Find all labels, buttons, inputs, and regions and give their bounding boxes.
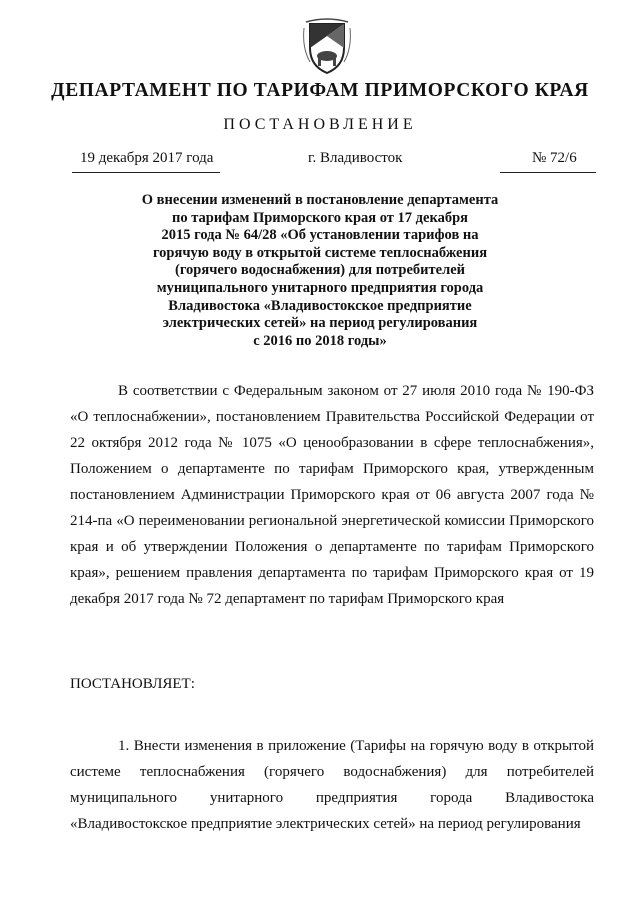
preamble — [70, 378, 594, 612]
preamble-paragraph: В соответствии с Федеральным законом от 27 июля 2010 года № 190-ФЗ «О теплоснабжении», постановлением Правительства Российской Федерации от 22 октября 2012 года № 1075 «О ценообразовании в сфере теплоснабжения», Положением о департаменте по тарифам Приморского края, утвержденным постановлением Администрации Приморского края от 06 августа 2007 года № 214-па «О переименовании региональной энергетической комиссии Приморского края и об утверждении Положения о департаменте по тарифам Приморского края», решением правления департамента по тарифам Приморского края от 19 декабря 2017 года № 72 департамент по тарифам Приморского края — [70, 383, 594, 607]
title-line: (горячего водоснабжения) для потребителей — [174, 262, 465, 279]
date-underline — [72, 172, 220, 173]
department-title: ДЕПАРТАМЕНТ ПО ТАРИФАМ ПРИМОРСКОГО КРАЯ — [51, 80, 589, 101]
title-line: Владивостока «Владивостокское предприятие — [168, 297, 472, 314]
title-line: по тарифам Приморского края от 17 декабря — [171, 209, 468, 226]
number-underline — [500, 172, 596, 173]
document-city: г. Владивосток — [308, 150, 403, 166]
title-line: О внесении изменений в постановление департамента — [141, 192, 499, 208]
title-line: 2015 года № 64/28 «Об установлении тарифов на — [161, 227, 479, 244]
title-line: с 2016 по 2018 годы» — [253, 332, 387, 349]
title-line: горячую воду в открытой системе теплоснабжения — [152, 244, 488, 261]
document-type: ПОСТАНОВЛЕНИЕ — [223, 116, 417, 133]
title-line: муниципального унитарного предприятия города — [156, 279, 484, 296]
resolves-heading: ПОСТАНОВЛЯЕТ: — [70, 676, 195, 692]
coat-of-arms-icon — [300, 18, 354, 76]
title-line: электрических сетей» на период регулирования — [162, 315, 478, 332]
resolution-items — [70, 733, 594, 837]
document-title — [100, 192, 540, 350]
resolution-item-1: 1. Внести изменения в приложение (Тарифы на горячую воду в открытой системе теплоснабжения (горячего водоснабжения) для потребителей муниципального унитарного предприятия города Владивостока «Владивостокское предприятие электрических сетей» на период регулирования — [70, 738, 594, 832]
document-number: № 72/6 — [532, 150, 577, 166]
document-date: 19 декабря 2017 года — [80, 150, 214, 166]
